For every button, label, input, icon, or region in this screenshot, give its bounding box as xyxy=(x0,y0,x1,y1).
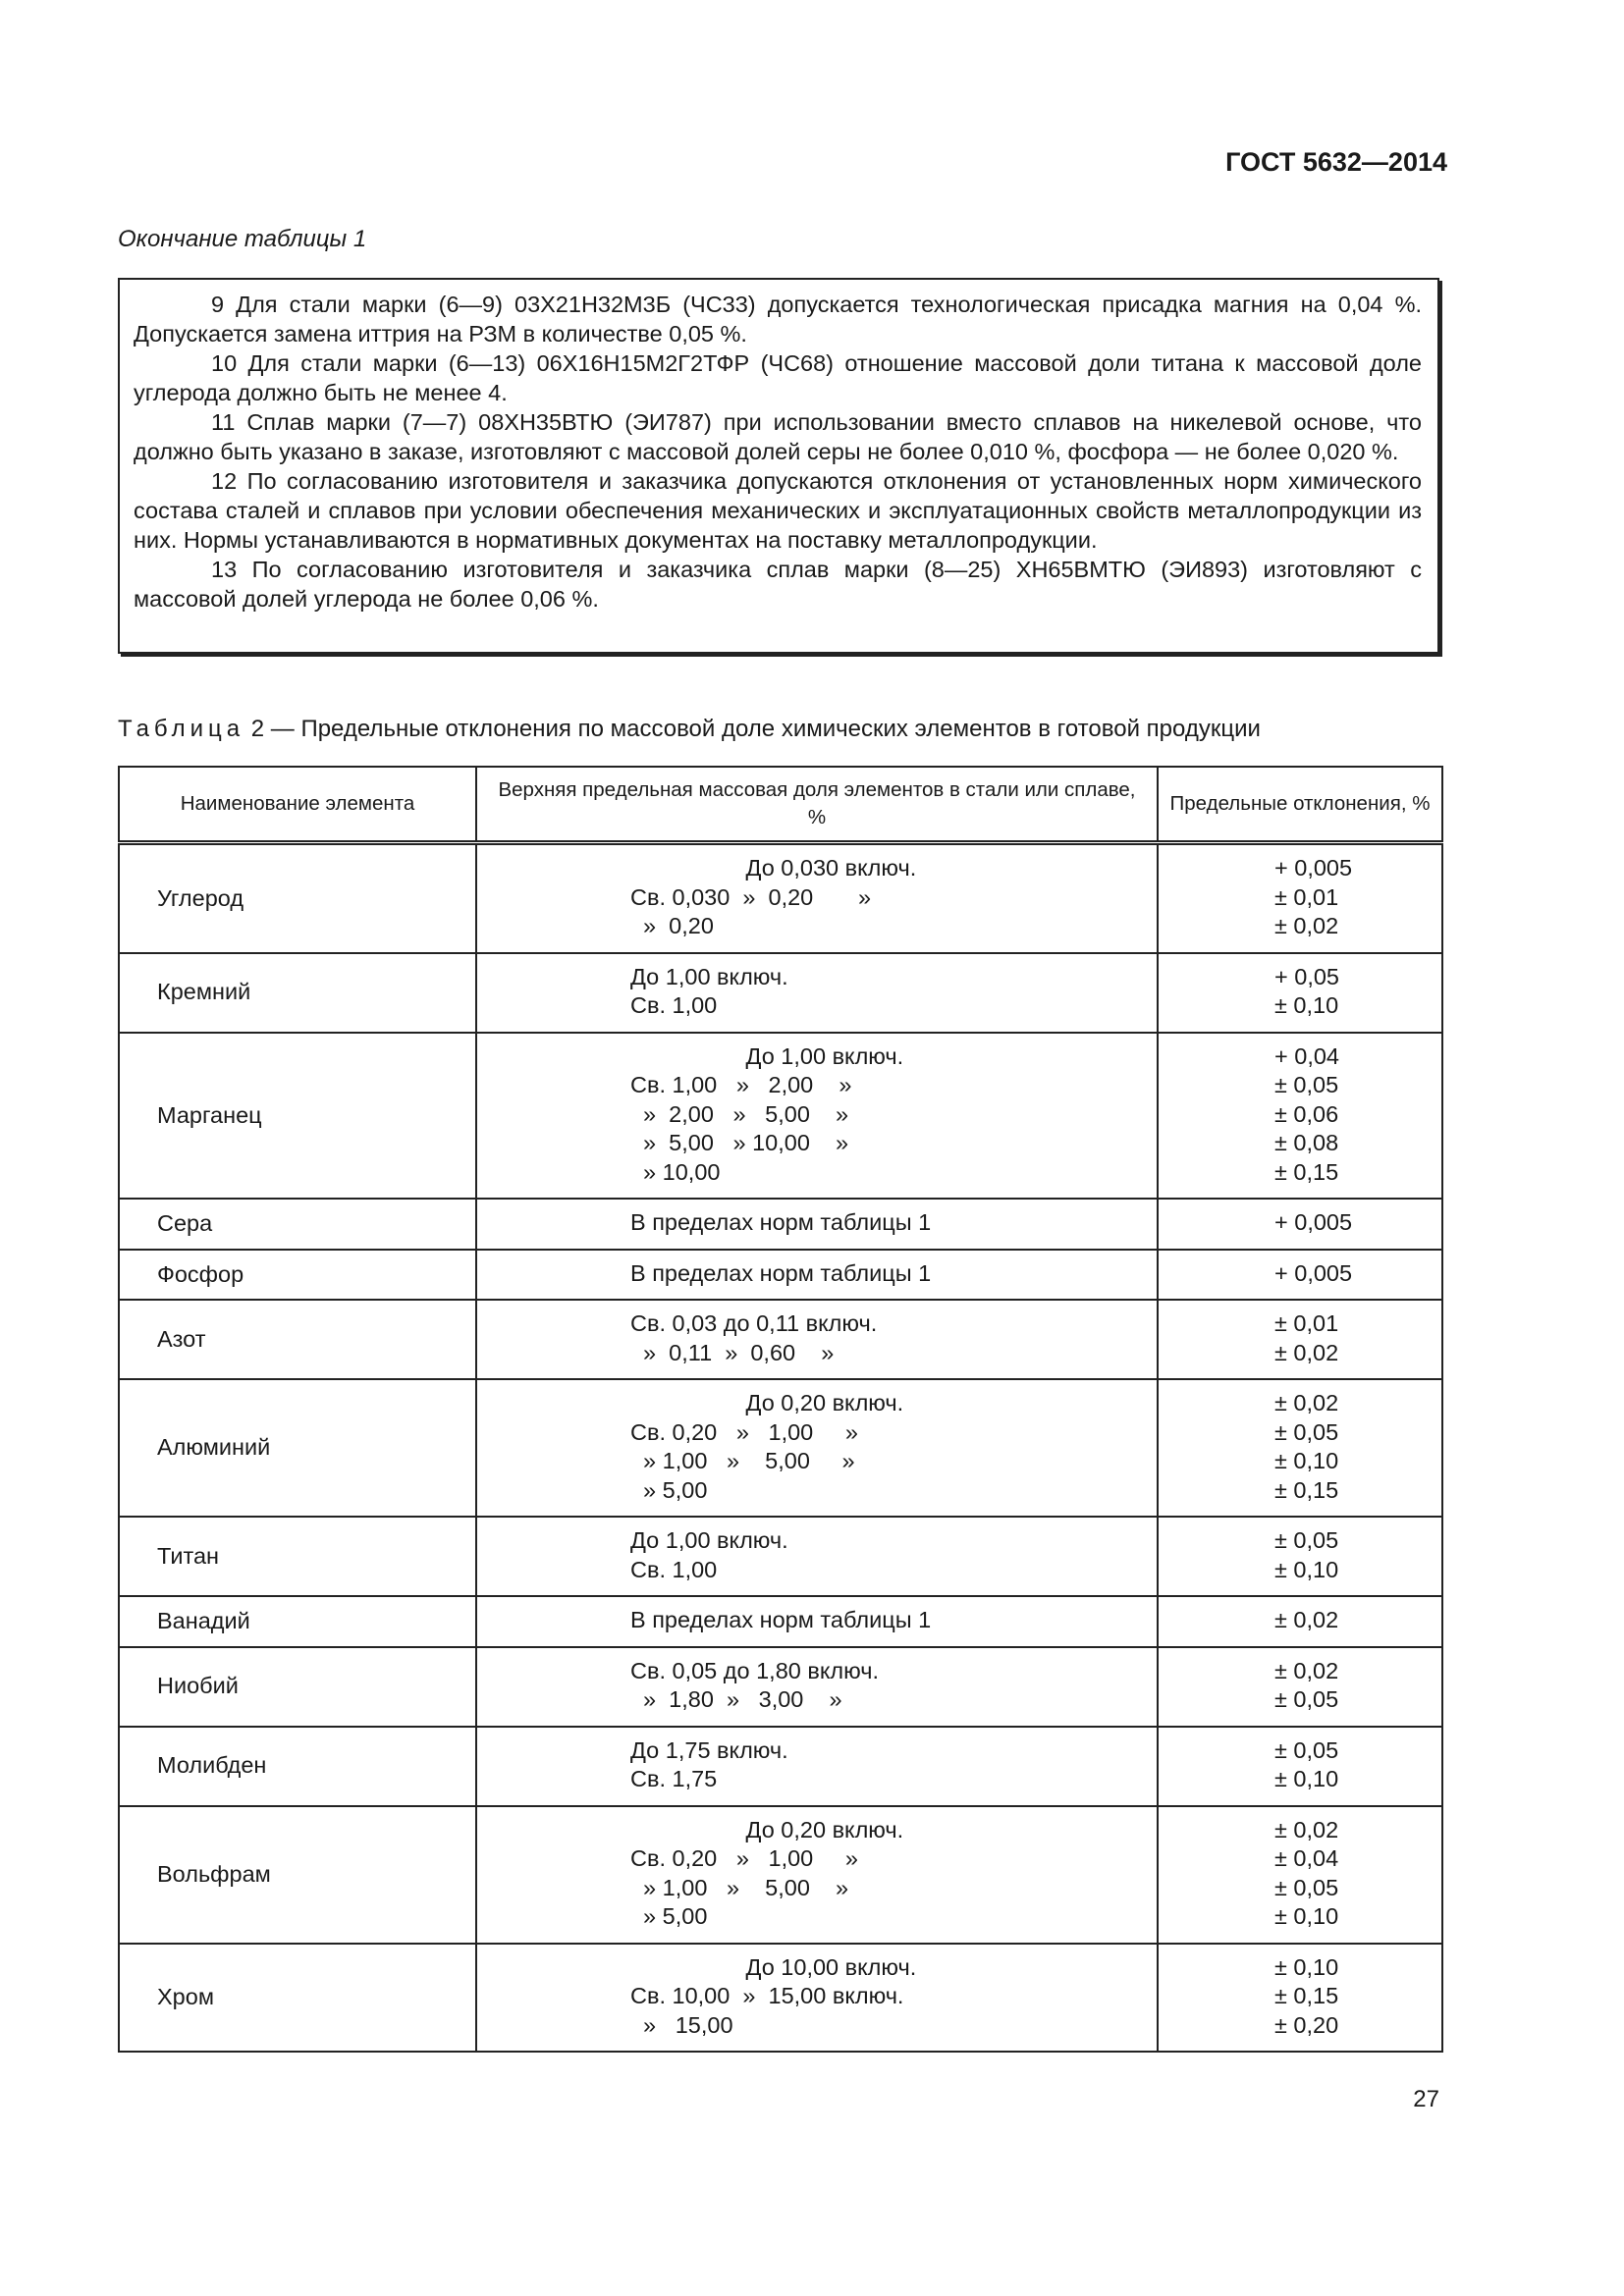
element-name-cell: Хром xyxy=(119,1944,476,2053)
deviation-value: + 0,05 xyxy=(1274,963,1339,989)
table-row xyxy=(119,1944,1442,2053)
table-row xyxy=(119,953,1442,1033)
deviation-cell xyxy=(1158,1033,1442,1200)
table-caption xyxy=(118,716,1261,743)
mass-fraction-line: » 1,80 » 3,00 » xyxy=(630,1686,842,1712)
table-row xyxy=(119,1199,1442,1250)
deviation-cell xyxy=(1158,1596,1442,1647)
deviation-value: ± 0,10 xyxy=(1274,1448,1339,1473)
mass-fraction-line: В пределах норм таблицы 1 xyxy=(630,1209,932,1235)
mass-fraction-line: Св. 10,00 » 15,00 включ. xyxy=(630,1983,904,2008)
element-name-cell: Фосфор xyxy=(119,1250,476,1301)
deviation-cell xyxy=(1158,1806,1442,1944)
table-row xyxy=(119,1647,1442,1727)
deviation-cell xyxy=(1158,1250,1442,1301)
header-mass-fraction: Верхняя предельная массовая доля элементов в стали или сплаве, % xyxy=(476,767,1158,843)
element-name-cell: Молибден xyxy=(119,1727,476,1806)
element-name-cell: Титан xyxy=(119,1517,476,1596)
mass-fraction-cell xyxy=(476,1199,1158,1250)
mass-fraction-cell xyxy=(476,953,1158,1033)
deviation-value: ± 0,06 xyxy=(1274,1100,1339,1127)
mass-fraction-line: » 1,00 » 5,00 » xyxy=(630,1448,855,1473)
mass-fraction-line: » 5,00 xyxy=(630,1903,708,1929)
mass-fraction-cell xyxy=(476,1727,1158,1806)
deviation-cell xyxy=(1158,1199,1442,1250)
deviation-value: ± 0,02 xyxy=(1274,1816,1339,1842)
deviation-value: ± 0,10 xyxy=(1274,1903,1339,1929)
mass-fraction-line: » 15,00 xyxy=(630,2011,733,2038)
table-row xyxy=(119,843,1442,953)
deviation-cell xyxy=(1158,1379,1442,1517)
mass-fraction-line: Св. 0,05 до 1,80 включ. xyxy=(630,1657,879,1683)
mass-fraction-line: Св. 1,75 xyxy=(630,1766,718,1791)
mass-fraction-cell xyxy=(476,1379,1158,1517)
deviation-value: ± 0,10 xyxy=(1274,992,1339,1018)
mass-fraction-cell xyxy=(476,1033,1158,1200)
deviation-value: ± 0,08 xyxy=(1274,1130,1339,1155)
deviation-value: ± 0,05 xyxy=(1274,1736,1339,1763)
deviation-value: ± 0,02 xyxy=(1274,1339,1339,1365)
deviation-value: ± 0,02 xyxy=(1274,1390,1339,1415)
element-name-cell: Кремний xyxy=(119,953,476,1033)
deviation-value: ± 0,10 xyxy=(1274,1953,1339,1980)
notes-box xyxy=(118,278,1439,654)
table-row xyxy=(119,1033,1442,1200)
mass-fraction-line: До 1,00 включ. xyxy=(630,963,788,989)
note-10: 10 Для стали марки (6—13) 06Х16Н15М2Г2ТФР (ЧС68) отношение массовой доли титана к массовой доле углерода должно быть не менее 4. xyxy=(134,350,1422,405)
deviation-cell xyxy=(1158,953,1442,1033)
deviation-cell xyxy=(1158,1727,1442,1806)
deviation-value: ± 0,01 xyxy=(1274,1310,1339,1336)
table-row xyxy=(119,1250,1442,1301)
table-row xyxy=(119,1300,1442,1379)
table-caption-label: Таблица xyxy=(118,716,245,742)
mass-fraction-cell xyxy=(476,1806,1158,1944)
element-name-cell: Алюминий xyxy=(119,1379,476,1517)
deviation-value: + 0,04 xyxy=(1274,1042,1339,1069)
deviation-value: + 0,005 xyxy=(1274,1259,1353,1286)
table-continuation-label: Окончание таблицы 1 xyxy=(118,226,367,252)
element-name-cell: Ниобий xyxy=(119,1647,476,1727)
element-name-cell: Ванадий xyxy=(119,1596,476,1647)
deviation-value: ± 0,20 xyxy=(1274,2011,1339,2038)
deviation-value: ± 0,10 xyxy=(1274,1556,1339,1582)
mass-fraction-line: В пределах норм таблицы 1 xyxy=(630,1259,932,1286)
mass-fraction-line: » 2,00 » 5,00 » xyxy=(630,1100,849,1127)
element-name-cell: Вольфрам xyxy=(119,1806,476,1944)
note-12: 12 По согласованию изготовителя и заказчика допускаются отклонения от установленных норм химического состава сталей и сплавов при условии обеспечения механических и эксплуатационных свойств металлопродукции из них. Нормы устанавливаются в нормативных документах на поставку металлопродукции. xyxy=(134,468,1422,553)
page-number: 27 xyxy=(1413,2086,1439,2112)
table-row xyxy=(119,1806,1442,1944)
deviation-value: ± 0,05 xyxy=(1274,1686,1339,1712)
element-name-cell: Марганец xyxy=(119,1033,476,1200)
mass-fraction-line: Св. 1,00 xyxy=(630,1556,718,1582)
mass-fraction-line: » 0,11 » 0,60 » xyxy=(630,1339,835,1365)
deviation-cell xyxy=(1158,1300,1442,1379)
table-row xyxy=(119,1727,1442,1806)
deviation-value: ± 0,02 xyxy=(1274,1607,1339,1632)
note-13: 13 По согласованию изготовителя и заказчика сплав марки (8—25) ХН65ВМТЮ (ЭИ893) изготовляют с массовой долей углерода не более 0,06 %. xyxy=(134,557,1422,612)
mass-fraction-line: » 10,00 xyxy=(630,1158,721,1185)
mass-fraction-line: Св. 0,20 » 1,00 » xyxy=(630,1845,858,1871)
table-caption-text: 2 — Предельные отклонения по массовой доле химических элементов в готовой продукции xyxy=(244,716,1261,742)
deviation-value: ± 0,01 xyxy=(1274,883,1339,910)
deviation-value: ± 0,04 xyxy=(1274,1845,1339,1871)
table-row xyxy=(119,1596,1442,1647)
deviation-value: ± 0,15 xyxy=(1274,1476,1339,1503)
element-name-cell: Азот xyxy=(119,1300,476,1379)
table-row xyxy=(119,1517,1442,1596)
deviation-value: ± 0,10 xyxy=(1274,1766,1339,1791)
mass-fraction-line: Св. 1,00 xyxy=(630,992,718,1018)
deviation-cell xyxy=(1158,1517,1442,1596)
deviation-cell xyxy=(1158,1944,1442,2053)
deviation-table xyxy=(118,766,1443,2053)
mass-fraction-line: До 10,00 включ. xyxy=(630,1953,917,1980)
mass-fraction-line: » 5,00 » 10,00 » xyxy=(630,1130,849,1155)
mass-fraction-cell xyxy=(476,1647,1158,1727)
mass-fraction-line: До 0,030 включ. xyxy=(630,855,917,881)
header-element-name: Наименование элемента xyxy=(119,767,476,843)
mass-fraction-line: Св. 0,20 » 1,00 » xyxy=(630,1418,858,1445)
mass-fraction-cell xyxy=(476,1300,1158,1379)
deviation-value: ± 0,02 xyxy=(1274,1657,1339,1683)
mass-fraction-cell xyxy=(476,1250,1158,1301)
element-name-cell: Сера xyxy=(119,1199,476,1250)
deviation-value: ± 0,02 xyxy=(1274,913,1339,938)
mass-fraction-cell xyxy=(476,1517,1158,1596)
deviation-value: ± 0,05 xyxy=(1274,1418,1339,1445)
mass-fraction-line: Св. 1,00 » 2,00 » xyxy=(630,1072,852,1097)
mass-fraction-line: Св. 0,030 » 0,20 » xyxy=(630,883,872,910)
table-header-row xyxy=(119,767,1442,843)
mass-fraction-line: » 5,00 xyxy=(630,1476,708,1503)
mass-fraction-cell xyxy=(476,1596,1158,1647)
mass-fraction-line: До 1,00 включ. xyxy=(630,1042,904,1069)
mass-fraction-line: До 1,75 включ. xyxy=(630,1736,788,1763)
mass-fraction-cell xyxy=(476,1944,1158,2053)
deviation-cell xyxy=(1158,843,1442,953)
deviation-cell xyxy=(1158,1647,1442,1727)
document-id: ГОСТ 5632—2014 xyxy=(1225,147,1447,177)
mass-fraction-line: В пределах норм таблицы 1 xyxy=(630,1607,932,1632)
deviation-value: ± 0,05 xyxy=(1274,1072,1339,1097)
mass-fraction-line: » 0,20 xyxy=(630,913,714,938)
mass-fraction-line: До 1,00 включ. xyxy=(630,1527,788,1553)
deviation-value: ± 0,05 xyxy=(1274,1527,1339,1553)
deviation-value: ± 0,15 xyxy=(1274,1983,1339,2008)
element-name-cell: Углерод xyxy=(119,843,476,953)
header-deviations: Предельные отклонения, % xyxy=(1158,767,1442,843)
mass-fraction-line: До 0,20 включ. xyxy=(630,1816,904,1842)
mass-fraction-line: До 0,20 включ. xyxy=(630,1390,904,1415)
table-row xyxy=(119,1379,1442,1517)
mass-fraction-line: » 1,00 » 5,00 » xyxy=(630,1874,849,1900)
deviation-value: ± 0,05 xyxy=(1274,1874,1339,1900)
deviation-value: + 0,005 xyxy=(1274,1209,1353,1235)
note-9: 9 Для стали марки (6—9) 03Х21Н32М3Б (ЧС33) допускается технологическая присадка магния на 0,04 %. Допускается замена иттрия на РЗМ в количестве 0,05 %. xyxy=(134,292,1422,347)
deviation-value: + 0,005 xyxy=(1274,855,1353,881)
deviation-value: ± 0,15 xyxy=(1274,1158,1339,1185)
mass-fraction-cell xyxy=(476,843,1158,953)
table-body xyxy=(119,843,1442,2053)
note-11: 11 Сплав марки (7—7) 08ХН35ВТЮ (ЭИ787) при использовании вместо сплавов на никелевой основе, что должно быть указано в заказе, изготовляют с массовой долей серы не более 0,010 %, фосфора — не более 0,020 %. xyxy=(134,409,1422,464)
mass-fraction-line: Св. 0,03 до 0,11 включ. xyxy=(630,1310,878,1336)
